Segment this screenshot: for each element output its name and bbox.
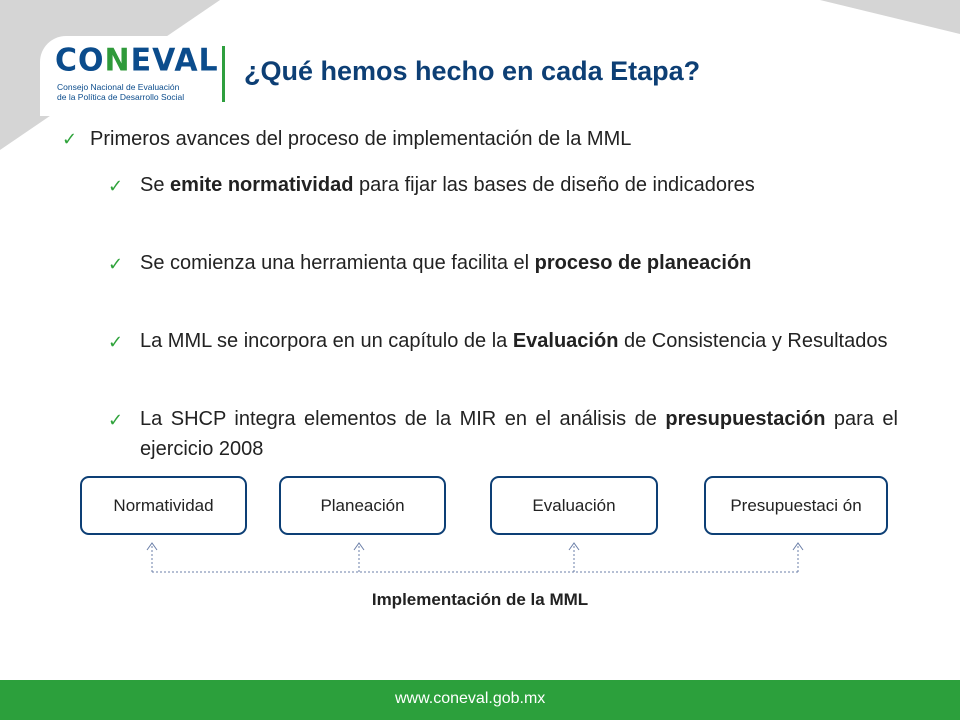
slide-title: ¿Qué hemos hecho en cada Etapa? [244,56,701,86]
checkmark-icon: ✓ [108,410,124,431]
sub-bullet-text: Se emite normatividad para fijar las bases de diseño de indicadores [140,174,755,196]
footer-url: www.coneval.gob.mx [395,690,546,707]
checkmark-icon: ✓ [108,254,124,275]
process-box-planeacion: Planeación [279,476,446,535]
sub-bullet-text: Se comienza una herramienta que facilita el proceso de planeación [140,252,752,274]
footer-bar [0,680,960,720]
sub-bullet-text: La MML se incorpora en un capítulo de la Evaluación de Consistencia y Resultados [140,330,888,352]
process-box-normatividad: Normatividad [80,476,247,535]
implementation-label: Implementación de la MML [371,590,589,609]
logo-subtitle-line2: de la Política de Desarrollo Social [57,92,185,102]
checkmark-icon: ✓ [108,332,124,353]
checkmark-icon: ✓ [108,176,124,197]
sub-bullet-text: La SHCP integra elementos de la MIR en el análisis de presupuestación para el ejercicio 2008 [140,408,898,460]
process-box-presupuestacion: Presupuestaci ón [704,476,888,535]
main-bullet-text: Primeros avances del proceso de implementación de la MML [90,128,632,150]
process-box-evaluacion: Evaluación [490,476,658,535]
logo-subtitle-line1: Consejo Nacional de Evaluación [57,82,180,92]
checkmark-icon: ✓ [62,129,78,150]
logo-wordmark: CONEVAL [55,42,219,79]
